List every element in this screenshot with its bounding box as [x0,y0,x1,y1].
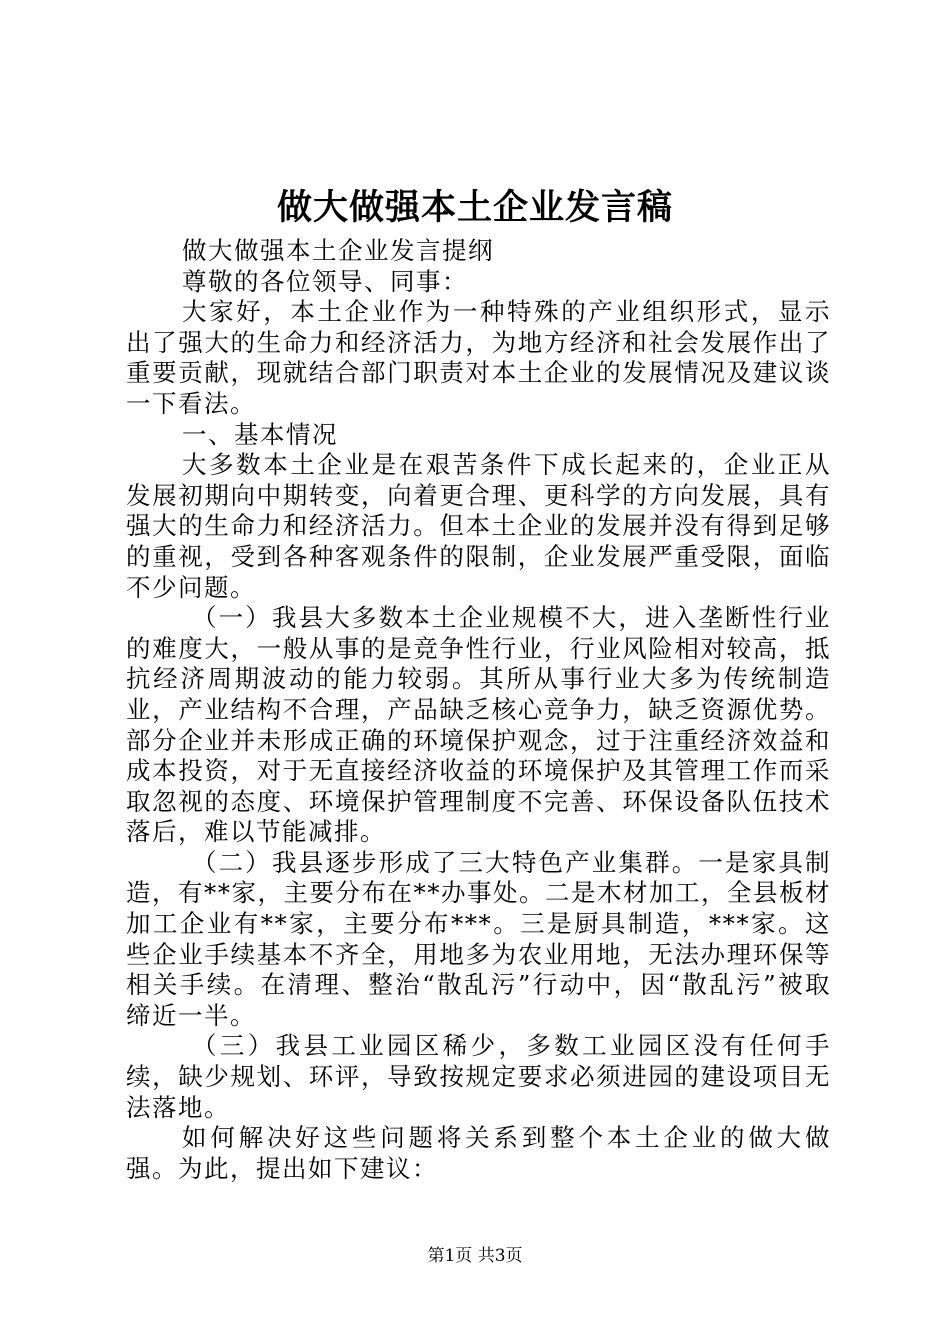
opening-paragraph: 大家好，本土企业作为一种特殊的产业组织形式，显示出了强大的生命力和经济活力，为地方经济和社会发展作出了重要贡献，现就结合部门职责对本土企业的发展情况及建议谈一下看法。 [126,297,831,418]
basic-situation-paragraph: 大多数本土企业是在艰苦条件下成长起来的，企业正从发展初期向中期转变，向着更合理、更科学的方向发展，具有强大的生命力和经济活力。但本土企业的发展并没有得到足够的重视，受到各种客观条件的限制，企业发展严重受限，面临不少问题。 [126,450,831,602]
point-three-paragraph: （三）我县工业园区稀少，多数工业园区没有任何手续，缺少规划、环评，导致按规定要求必须进园的建设项目无法落地。 [126,1031,831,1122]
document-body [126,236,831,1184]
page-footer: 第1页 共3页 [427,1246,523,1266]
document-title: 做大做强本土企业发言稿 [276,187,673,228]
outline-heading: 做大做强本土企业发言提纲 [182,236,494,265]
section-heading-basic-situation: 一、基本情况 [182,419,338,449]
point-one-paragraph: （一）我县大多数本土企业规模不大，进入垄断性行业的难度大，一般从事的是竞争性行业，行业风险相对较高，抵抗经济周期波动的能力较弱。其所从事行业大多为传统制造业，产业结构不合理，产品缺乏核心竞争力，缺乏资源优势。部分企业并未形成正确的环境保护观念，过于注重经济效益和成本投资，对于无直接经济收益的环境保护及其管理工作而采取忽视的态度、环境保护管理制度不完善、环保设备队伍技术落后，难以节能减排。 [126,603,831,847]
point-two-paragraph: （二）我县逐步形成了三大特色产业集群。一是家具制造，有**家，主要分布在**办事处。二是木材加工，全县板材加工企业有**家，主要分布***。三是厨具制造，***家。这些企业手续基本不齐全，用地多为农业用地，无法办理环保等相关手续。在清理、整治“散乱污”行动中，因“散乱污”被取缔近一半。 [126,847,831,1030]
salutation: 尊敬的各位领导、同事： [182,266,468,296]
transition-paragraph: 如何解决好这些问题将关系到整个本土企业的做大做强。为此，提出如下建议： [126,1123,831,1183]
